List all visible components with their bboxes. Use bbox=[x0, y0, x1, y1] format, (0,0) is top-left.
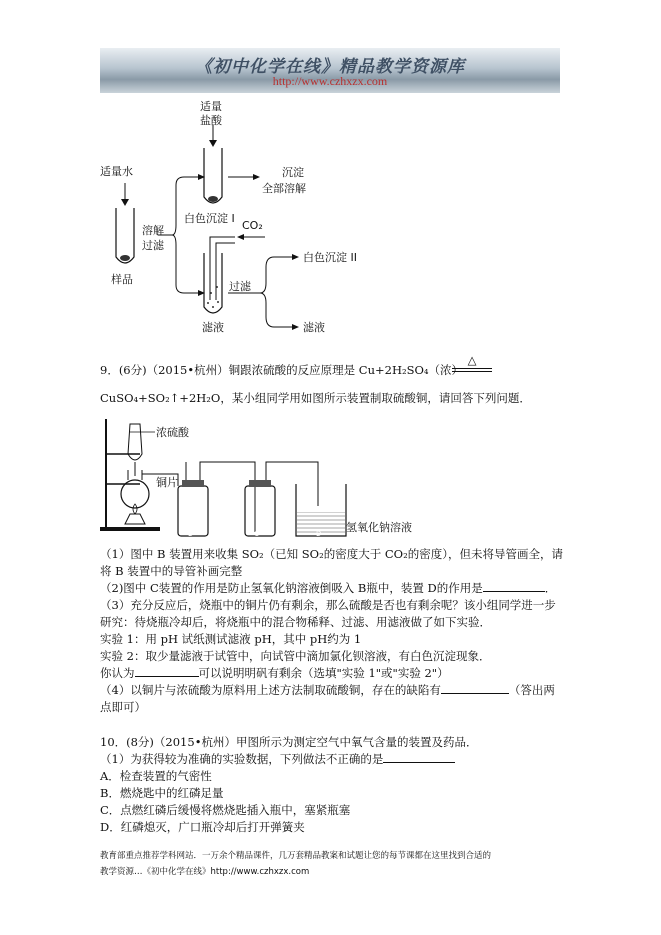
q9-part2-end: ． bbox=[544, 581, 557, 595]
q9-part2-text: （2)图中 C装置的作用是防止氢氧化钠溶液倒吸入 B瓶中，装置 D的作用是 bbox=[100, 581, 483, 595]
q10-option-b: B．燃烧匙中的红磷足量 bbox=[100, 786, 224, 800]
q9-you-think-text: 你认为 bbox=[100, 666, 135, 680]
q10-part1 bbox=[100, 751, 455, 768]
filtrate-label-1: 滤液 bbox=[202, 321, 224, 334]
label-copper: 铜片 bbox=[156, 476, 178, 489]
label-naoh-solution: 氢氧化钠溶液 bbox=[346, 521, 412, 534]
filtrate-label-2: 滤液 bbox=[303, 321, 325, 334]
q10-part1-text: （1）为获得较为准确的实验数据，下列做法不正确的是 bbox=[100, 752, 384, 766]
q10-part1-blank[interactable] bbox=[383, 751, 455, 763]
q9-part2 bbox=[100, 580, 556, 597]
label-A: A bbox=[118, 530, 123, 538]
q9-part3-line1: （3）充分反应后，烧瓶中的铜片仍有剩余，那么硫酸是否也有剩余呢？该小组同学进一步 bbox=[100, 598, 556, 612]
hcl-label-1: 适量 bbox=[200, 100, 222, 113]
q9-equation-tail: CuSO₄+SO₂↑+2H₂O，某小组同学用如图所示装置制取硫酸铜，请回答下列问题． bbox=[100, 391, 531, 405]
q9-part3-line2: 研究：待烧瓶冷却后，将烧瓶中的混合物稀释、过滤、用滤液做了如下实验． bbox=[100, 615, 491, 629]
q10-option-c: C．点燃红磷后缓慢将燃烧匙插入瓶中，塞紧瓶塞 bbox=[100, 803, 351, 817]
q9-part4-tail: （答出两 bbox=[508, 683, 555, 697]
dissolve-label: 溶解 bbox=[142, 224, 164, 237]
q10-header: 10．(8分)（2015•杭州）甲图所示为测定空气中氧气含量的装置及药品． bbox=[100, 735, 478, 749]
q9-you-think-blank[interactable] bbox=[135, 665, 199, 677]
water-label: 适量水 bbox=[100, 165, 133, 178]
header-banner bbox=[100, 48, 560, 93]
q9-part1-line1: （1）图中 B 装置用来收集 SO₂（已知 SO₂的密度大于 CO₂的密度），但未将导管画全，请 bbox=[100, 547, 563, 561]
delta-symbol: △ bbox=[467, 353, 477, 367]
q9-you-think-tail: 可以说明明矾有剩余（选填"实验 1"或"实验 2"） bbox=[198, 666, 449, 680]
q9-part4-line2: 点即可） bbox=[100, 700, 146, 714]
q9-part4-line1 bbox=[100, 682, 555, 699]
precip-dissolve-label-2: 全部溶解 bbox=[262, 182, 306, 195]
q9-part4-text: （4）以铜片与浓硫酸为原料用上述方法制取硫酸铜，存在的缺陷有 bbox=[100, 683, 441, 697]
q9-you-think bbox=[100, 665, 449, 682]
apparatus-diagram bbox=[100, 414, 360, 542]
footer-line-1: 教育部重点推荐学科网站．一万余个精品课件，几万套精品教案和试题让您的每节课都在这里找到合适的 bbox=[100, 851, 492, 861]
hcl-label-2: 盐酸 bbox=[200, 114, 222, 127]
white-precip-1-label: 白色沉淀 I bbox=[184, 212, 235, 225]
co2-label: CO₂ bbox=[242, 219, 263, 232]
white-precip-2-label: 白色沉淀 II bbox=[303, 251, 357, 264]
q10-option-d: D．红磷熄灭，广口瓶冷却后打开弹簧夹 bbox=[100, 820, 305, 834]
q9-part2-blank[interactable] bbox=[483, 580, 545, 592]
banner-url[interactable]: http://www.czhxzx.com bbox=[272, 74, 388, 88]
reaction-arrow-line bbox=[452, 368, 492, 372]
label-C: C bbox=[254, 530, 259, 538]
label-B: B bbox=[188, 530, 193, 538]
q9-experiment2: 实验 2：取少量滤液于试管中，向试管中滴加氯化钡溶液，有白色沉淀现象． bbox=[100, 649, 491, 663]
banner-title: 《初中化学在线》精品教学资源库 bbox=[195, 57, 465, 77]
q9-header: 9．(6分)（2015•杭州）铜跟浓硫酸的反应原理是 Cu+2H₂SO₄（浓） bbox=[100, 363, 464, 377]
sample-label: 样品 bbox=[111, 273, 133, 286]
label-D: D bbox=[316, 530, 322, 538]
q9-experiment1: 实验 1：用 pH 试纸测试滤液 pH，其中 pH约为 1 bbox=[100, 632, 362, 646]
filter-label-1: 过滤 bbox=[142, 239, 164, 252]
q9-part4-blank[interactable] bbox=[441, 682, 509, 694]
q10-option-a: A．检查装置的气密性 bbox=[100, 769, 212, 783]
filter-label-2: 过滤 bbox=[229, 280, 251, 293]
precip-dissolve-label-1: 沉淀 bbox=[282, 166, 304, 179]
q9-part1-line2: 将 B 装置中的导管补画完整 bbox=[100, 564, 243, 578]
footer-line-2: 教学资源…《初中化学在线》http://www.czhxzx.com bbox=[100, 867, 310, 877]
label-conc-sulfuric-acid: 浓硫酸 bbox=[156, 426, 189, 439]
heat-condition bbox=[452, 354, 492, 372]
